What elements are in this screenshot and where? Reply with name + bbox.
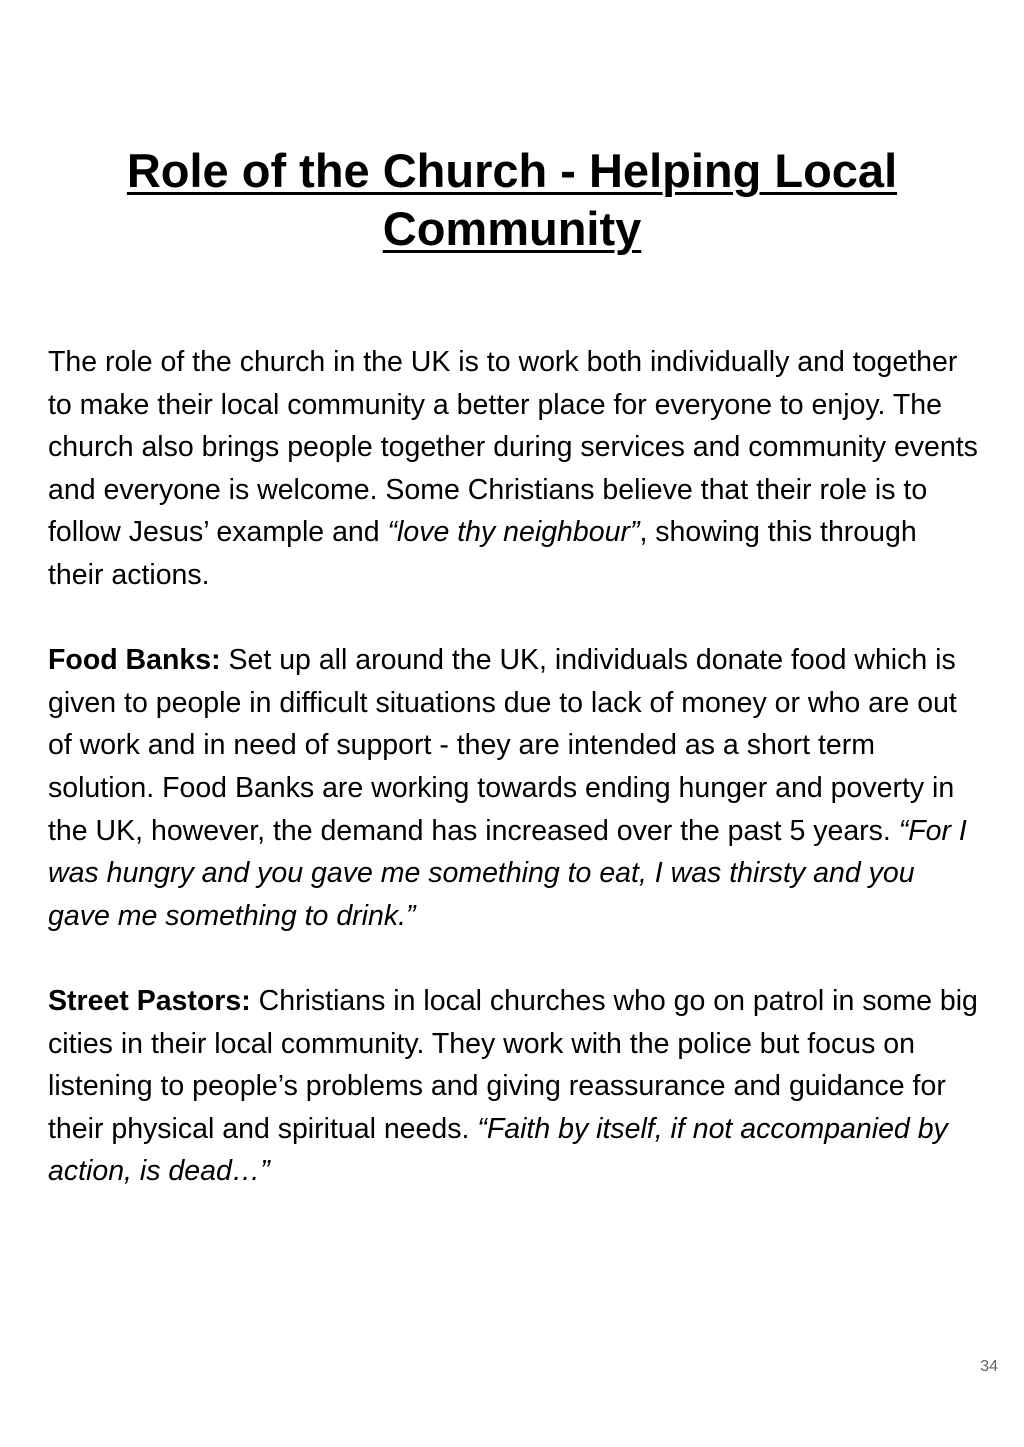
street-pastors-text: Christians in local churches who go on patrol in some big cities in their local community. They work with the police but focus on listening to people’s problems and giving reassurance and guidance for their physical and spiritual needs. (48, 984, 978, 1145)
street-pastors-paragraph (48, 980, 978, 1193)
street-pastors-quote: “Faith by itself, if not accompanied by action, is dead…” (48, 1112, 948, 1188)
intro-text-after: , showing this through their actions. (48, 516, 917, 591)
street-pastors-heading: Street Pastors: (48, 984, 251, 1017)
document-body (48, 341, 978, 1235)
food-banks-quote: “For I was hungry and you gave me something to eat, I was thirsty and you gave me something to drink.” (48, 814, 967, 932)
intro-quote: “love thy neighbour” (387, 516, 640, 549)
food-banks-text: Set up all around the UK, individuals donate food which is given to people in difficult situations due to lack of money or who are out of work and in need of support - they are intended as a short term solution. Food Banks are working towards ending hunger and poverty in the UK, however, the demand has increased over the past 5 years. (48, 644, 957, 847)
page-title: Role of the Church - Helping Local Community (126, 144, 898, 255)
food-banks-paragraph (48, 639, 978, 937)
intro-text: The role of the church in the UK is to work both individually and together to make their local community a better place for everyone to enjoy. The church also brings people together during services and community events and everyone is welcome. Some Christians believe that their role is to follow Jesus’ example and (48, 346, 978, 549)
page-number: 34 (980, 1358, 998, 1375)
intro-paragraph (48, 341, 978, 597)
food-banks-heading: Food Banks: (48, 644, 221, 677)
